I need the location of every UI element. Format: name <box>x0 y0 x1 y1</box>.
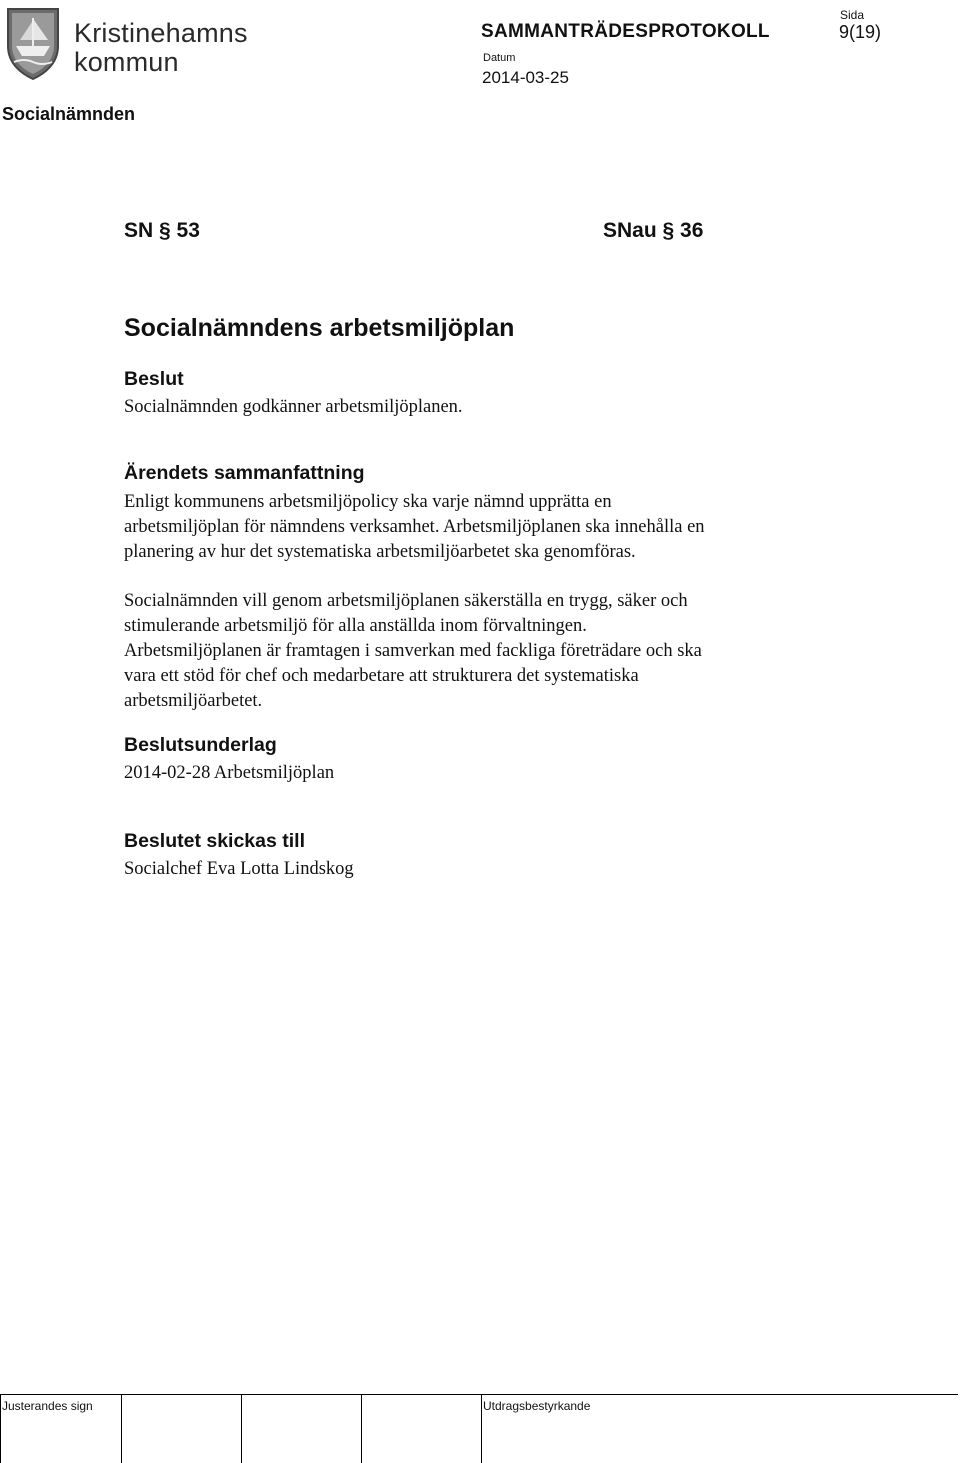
paragraph-recipients <box>124 857 354 882</box>
date-value: 2014-03-25 <box>482 68 569 87</box>
paragraph-beslut <box>124 395 463 420</box>
committee-name: Socialnämnden <box>2 104 136 124</box>
org-name-line-1: Kristinehamns <box>74 18 248 48</box>
text-line: Socialnämnden godkänner arbetsmiljöplanen. <box>124 397 463 417</box>
footer-divider <box>361 1394 362 1463</box>
paragraph-summary-1 <box>124 490 705 565</box>
footer-divider <box>0 1394 958 1395</box>
text-line: planering av hur det systematiska arbetsmiljöarbetet ska genomföras. <box>124 542 636 562</box>
footer-extract-label: Utdragsbestyrkande <box>483 1399 591 1413</box>
footer-divider <box>481 1394 482 1463</box>
heading-beslutet-skickas-till: Beslutet skickas till <box>124 830 306 852</box>
heading-beslutsunderlag: Beslutsunderlag <box>124 734 277 756</box>
snau-paragraph-ref: SNau § 36 <box>603 219 704 242</box>
footer-divider <box>241 1394 242 1463</box>
footer-sign-label: Justerandes sign <box>2 1399 93 1413</box>
heading-arendets-sammanfattning: Ärendets sammanfattning <box>124 462 365 484</box>
text-line: arbetsmiljöarbetet. <box>124 691 263 711</box>
text-line: Socialchef Eva Lotta Lindskog <box>124 859 354 879</box>
text-line: stimulerande arbetsmiljö för alla anställda inom förvaltningen. <box>124 616 587 636</box>
paragraph-summary-2 <box>124 589 702 714</box>
footer-divider <box>0 1394 1 1463</box>
document-type: SAMMANTRÄDESPROTOKOLL <box>481 21 770 42</box>
signature-footer <box>0 1394 960 1463</box>
text-line: Socialnämnden vill genom arbetsmiljöplanen säkerställa en trygg, säker och <box>124 591 688 611</box>
page-label: Sida <box>840 8 865 22</box>
date-label: Datum <box>483 52 516 64</box>
text-line: 2014-02-28 Arbetsmiljöplan <box>124 763 335 783</box>
page-title: Socialnämndens arbetsmiljöplan <box>124 314 515 342</box>
text-line: Arbetsmiljöplanen är framtagen i samverkan med fackliga företrädare och ska <box>124 641 702 661</box>
page-number: 9(19) <box>839 22 882 42</box>
text-line: Enligt kommunens arbetsmiljöpolicy ska varje nämnd upprätta en <box>124 492 612 512</box>
sn-paragraph-ref: SN § 53 <box>124 219 200 242</box>
heading-beslut: Beslut <box>124 368 184 390</box>
paragraph-beslutsunderlag <box>124 761 334 786</box>
municipality-crest-logo <box>4 6 62 82</box>
footer-divider <box>121 1394 122 1463</box>
org-name-line-2: kommun <box>74 47 179 77</box>
text-line: arbetsmiljöplan för nämndens verksamhet. Arbetsmiljöplanen ska innehålla en <box>124 517 705 537</box>
text-line: vara ett stöd för chef och medarbetare att strukturera det systematiska <box>124 666 639 686</box>
